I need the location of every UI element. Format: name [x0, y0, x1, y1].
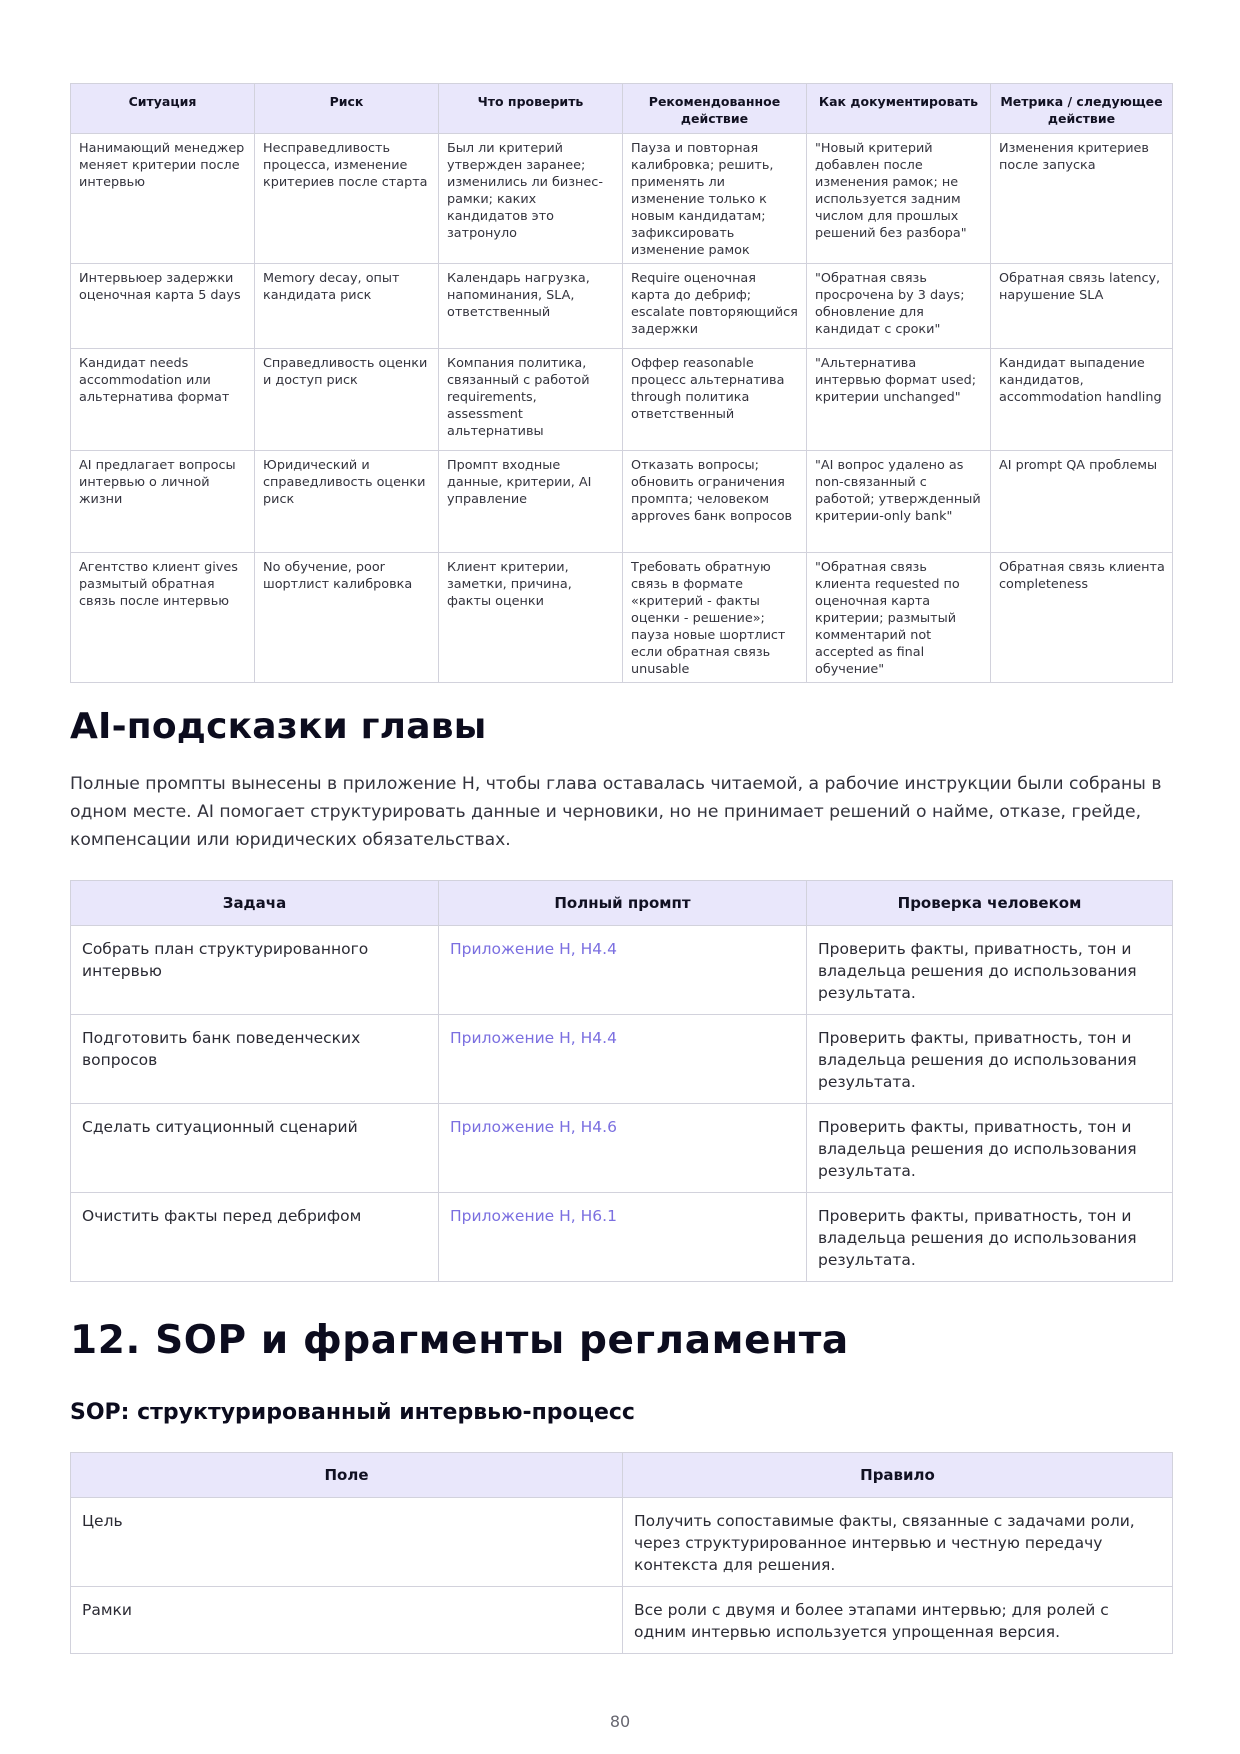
table-cell: Отказать вопросы; обновить ограничения промпта; человеком approves банк вопросов: [623, 451, 807, 553]
table-cell: "Обратная связь клиента requested по оценочная карта критерии; размытый комментарий not accepted as final обучение": [807, 553, 991, 683]
task-cell: Подготовить банк поведенческих вопросов: [71, 1015, 439, 1104]
table-cell: AI prompt QA проблемы: [991, 451, 1173, 553]
table-row: [71, 451, 1173, 553]
table-row: [71, 1104, 1173, 1193]
column-header: Как документировать: [807, 84, 991, 134]
table-cell: "AI вопрос удалено as non-связанный с работой; утвержденный критерии-only bank": [807, 451, 991, 553]
page-number: 80: [609, 1712, 631, 1731]
ai-table-header-row: [71, 881, 1173, 926]
sop-table: [70, 1452, 1173, 1654]
table-cell: Обратная связь latency, нарушение SLA: [991, 264, 1173, 349]
review-cell: Проверить факты, приватность, тон и владельца решения до использования результата.: [807, 926, 1173, 1015]
table-cell: Требовать обратную связь в формате «критерий - факты оценки - решение»; пауза новые шортлист если обратная связь unusable: [623, 553, 807, 683]
column-header: Полный промпт: [439, 881, 807, 926]
table-cell: Компания политика, связанный с работой requirements, assessment альтернативы: [439, 349, 623, 451]
field-cell: Рамки: [71, 1587, 623, 1654]
table-cell: Кандидат needs accommodation или альтернатива формат: [71, 349, 255, 451]
table-cell: Memory decay, опыт кандидата риск: [255, 264, 439, 349]
rule-cell: Все роли с двумя и более этапами интервью; для ролей с одним интервью используется упрощенная версия.: [623, 1587, 1173, 1654]
risk-table: [70, 83, 1173, 683]
column-header: Правило: [623, 1453, 1173, 1498]
table-cell: Юридический и справедливость оценки риск: [255, 451, 439, 553]
table-cell: Справедливость оценки и доступ риск: [255, 349, 439, 451]
table-cell: Интервьюер задержки оценочная карта 5 days: [71, 264, 255, 349]
table-cell: Кандидат выпадение кандидатов, accommodation handling: [991, 349, 1173, 451]
table-row: [71, 134, 1173, 264]
column-header: Рекомендованное действие: [623, 84, 807, 134]
prompt-link[interactable]: Приложение H, H4.4: [439, 1015, 807, 1104]
field-cell: Цель: [71, 1498, 623, 1587]
table-cell: No обучение, poor шортлист калибровка: [255, 553, 439, 683]
table-row: [71, 264, 1173, 349]
table-cell: Нанимающий менеджер меняет критерии после интервью: [71, 134, 255, 264]
table-row: [71, 926, 1173, 1015]
column-header: Что проверить: [439, 84, 623, 134]
table-row: [71, 1498, 1173, 1587]
table-cell: Пауза и повторная калибровка; решить, применять ли изменение только к новым кандидатам; зафиксировать изменение рамок: [623, 134, 807, 264]
table-cell: Изменения критериев после запуска: [991, 134, 1173, 264]
prompt-link[interactable]: Приложение H, H4.4: [439, 926, 807, 1015]
column-header: Риск: [255, 84, 439, 134]
prompt-link[interactable]: Приложение H, H6.1: [439, 1193, 807, 1282]
column-header: Проверка человеком: [807, 881, 1173, 926]
subsection-heading: SOP: структурированный интервью-процесс: [70, 1400, 635, 1425]
table-cell: Агентство клиент gives размытый обратная связь после интервью: [71, 553, 255, 683]
task-cell: Собрать план структурированного интервью: [71, 926, 439, 1015]
table-row: [71, 1015, 1173, 1104]
table-cell: Оффер reasonable процесс альтернатива through политика ответственный: [623, 349, 807, 451]
chapter-heading: 12. SOP и фрагменты регламента: [70, 1318, 849, 1363]
review-cell: Проверить факты, приватность, тон и владельца решения до использования результата.: [807, 1104, 1173, 1193]
column-header: Ситуация: [71, 84, 255, 134]
table-cell: "Альтернатива интервью формат used; критерии unchanged": [807, 349, 991, 451]
review-cell: Проверить факты, приватность, тон и владельца решения до использования результата.: [807, 1193, 1173, 1282]
table-cell: Календарь нагрузка, напоминания, SLA, ответственный: [439, 264, 623, 349]
sop-table-header-row: [71, 1453, 1173, 1498]
table-row: [71, 349, 1173, 451]
table-row: [71, 553, 1173, 683]
table-row: [71, 1587, 1173, 1654]
column-header: Задача: [71, 881, 439, 926]
table-cell: AI предлагает вопросы интервью о личной жизни: [71, 451, 255, 553]
risk-table-header-row: [71, 84, 1173, 134]
task-cell: Сделать ситуационный сценарий: [71, 1104, 439, 1193]
table-cell: Require оценочная карта до дебриф; escalate повторяющийся задержки: [623, 264, 807, 349]
section-heading-ai: AI-подсказки главы: [70, 706, 487, 747]
table-row: [71, 1193, 1173, 1282]
ai-prompts-table: [70, 880, 1173, 1282]
table-cell: Промпт входные данные, критерии, AI управление: [439, 451, 623, 553]
table-cell: "Обратная связь просрочена by 3 days; обновление для кандидат с сроки": [807, 264, 991, 349]
prompt-link[interactable]: Приложение H, H4.6: [439, 1104, 807, 1193]
table-cell: Несправедливость процесса, изменение критериев после старта: [255, 134, 439, 264]
rule-cell: Получить сопоставимые факты, связанные с задачами роли, через структурированное интервью и честную передачу контекста для решения.: [623, 1498, 1173, 1587]
review-cell: Проверить факты, приватность, тон и владельца решения до использования результата.: [807, 1015, 1173, 1104]
section-intro: Полные промпты вынесены в приложение H, чтобы глава оставалась читаемой, а рабочие инструкции были собраны в одном месте. AI помогает структурировать данные и черновики, но не принимает решений о найме, отказе, грейде, компенсации или юридических обязательствах.: [70, 774, 1162, 850]
table-cell: Клиент критерии, заметки, причина, факты оценки: [439, 553, 623, 683]
table-cell: Был ли критерий утвержден заранее; изменились ли бизнес-рамки; каких кандидатов это затронуло: [439, 134, 623, 264]
column-header: Поле: [71, 1453, 623, 1498]
table-cell: "Новый критерий добавлен после изменения рамок; не используется задним числом для прошлых решений без разбора": [807, 134, 991, 264]
task-cell: Очистить факты перед дебрифом: [71, 1193, 439, 1282]
table-cell: Обратная связь клиента completeness: [991, 553, 1173, 683]
column-header: Метрика / следующее действие: [991, 84, 1173, 134]
